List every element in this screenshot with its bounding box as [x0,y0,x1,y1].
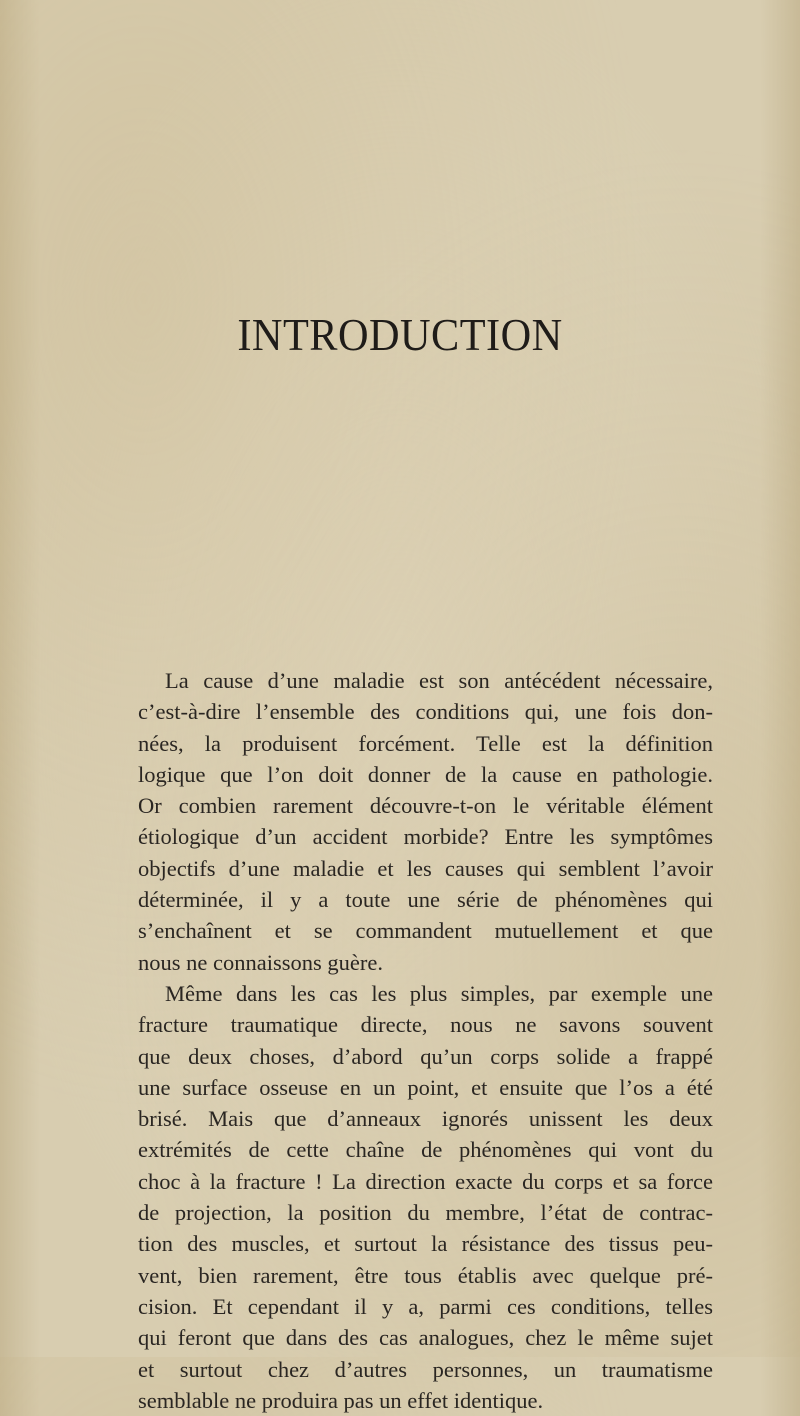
text-line: déterminée, il y a toute une série de phénomènes qui [138,887,713,913]
paragraph-1 [138,665,713,978]
text-line: Or combien rarement découvre-t-on le véritable élément [138,793,713,819]
text-line: Même dans les cas les plus simples, par exemple une [165,980,713,1006]
text-line: extrémités de cette chaîne de phénomènes qui vont du [138,1137,713,1163]
body-text [138,665,713,1416]
text-line: s’enchaînent et se commandent mutuellement et que [138,918,713,944]
text-line: nous ne connaissons guère. [138,949,383,975]
text-line: choc à la fracture ! La direction exacte du corps et sa force [138,1168,713,1194]
text-line: qui feront que dans des cas analogues, chez le même sujet [138,1325,713,1351]
text-line: tion des muscles, et surtout la résistance des tissus peu- [138,1231,713,1257]
text-line: que deux choses, d’abord qu’un corps solide a frappé [138,1043,713,1069]
text-line: de projection, la position du membre, l’état de contrac- [138,1200,713,1226]
text-line: fracture traumatique directe, nous ne savons souvent [138,1012,713,1038]
chapter-title: INTRODUCTION [237,309,563,360]
text-line: c’est-à-dire l’ensemble des conditions qui, une fois don- [138,699,713,725]
text-line: logique que l’on doit donner de la cause en pathologie. [138,761,713,787]
text-line: nées, la produisent forcément. Telle est la définition [138,730,713,756]
text-line: cision. Et cependant il y a, parmi ces conditions, telles [138,1293,713,1319]
text-line: objectifs d’une maladie et les causes qui semblent l’avoir [138,855,713,881]
text-line: La cause d’une maladie est son antécédent nécessaire, [165,668,713,693]
text-line: brisé. Mais que d’anneaux ignorés unissent les deux [138,1106,713,1132]
text-line: une surface osseuse en un point, et ensuite que l’os a été [138,1074,713,1100]
text-line: étiologique d’un accident morbide? Entre les symptômes [138,824,713,850]
paragraph-2 [138,978,713,1416]
text-line: semblable ne produira pas un effet identique. [138,1387,544,1413]
text-line: et surtout chez d’autres personnes, un traumatisme [138,1356,713,1382]
text-line: vent, bien rarement, être tous établis avec quelque pré- [138,1262,713,1288]
